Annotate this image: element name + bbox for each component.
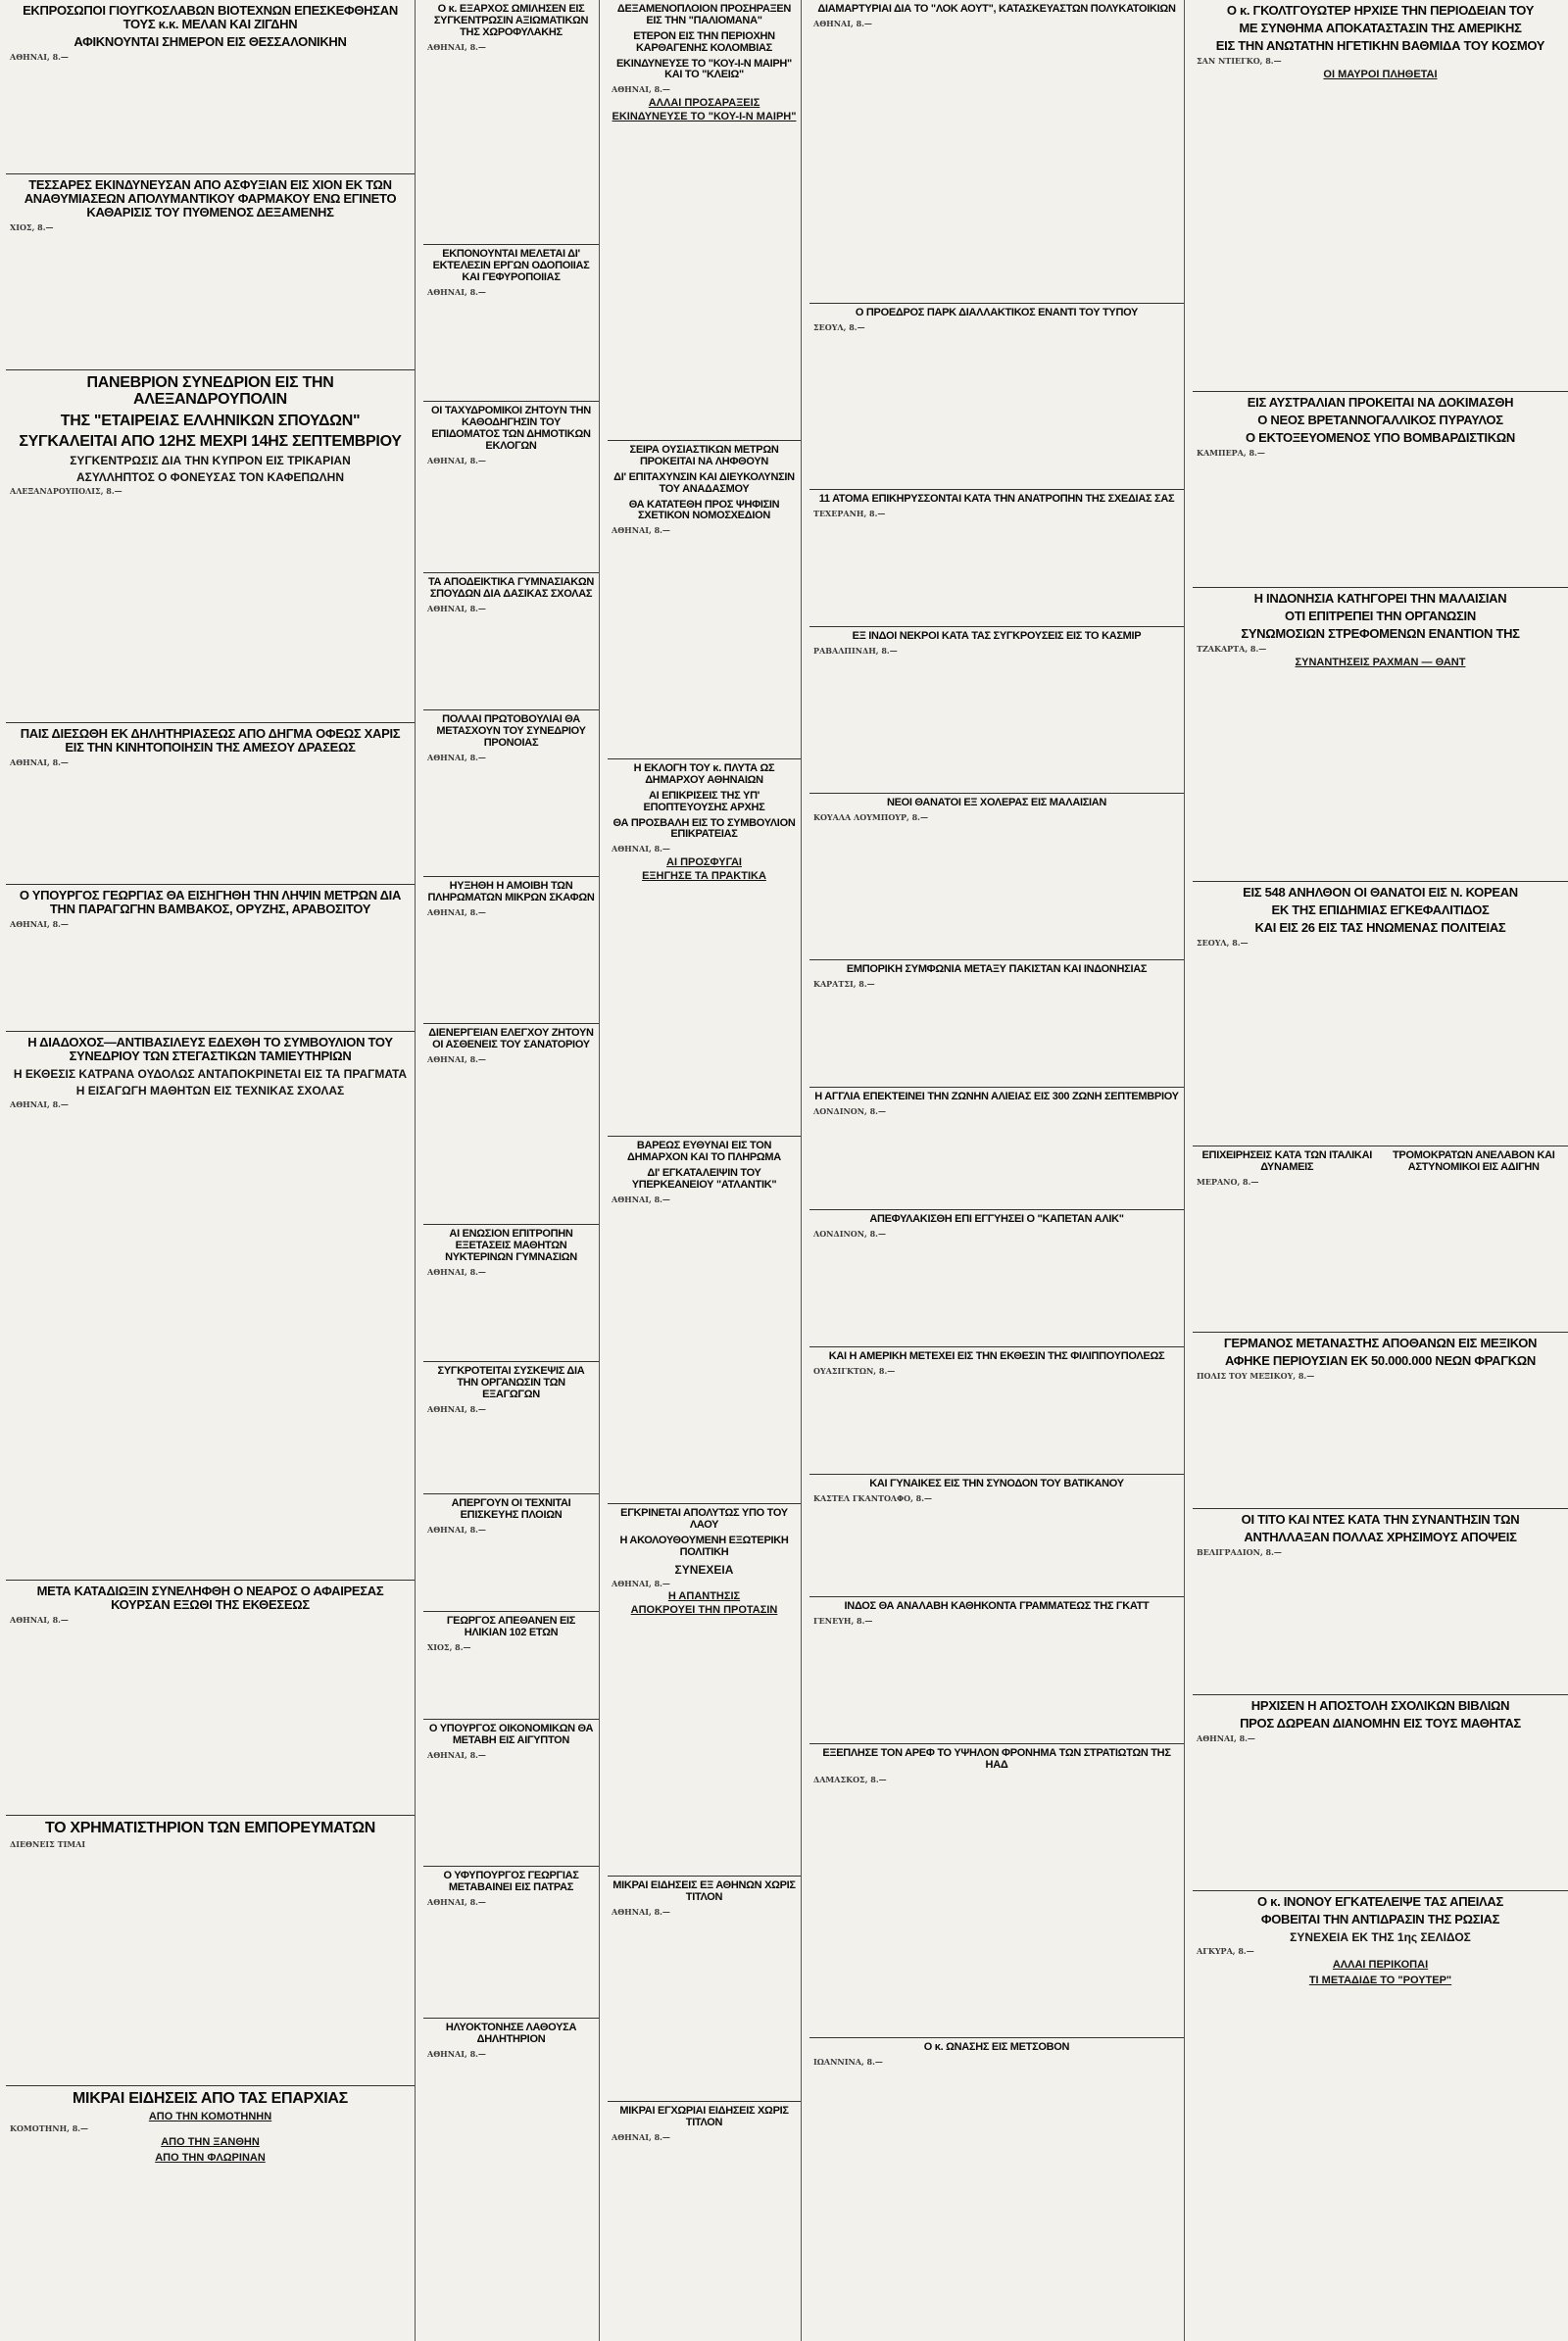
dateline: ΚΑΣΤΕΛ ΓΚΑΝΤΟΛΦΟ, 8.— (813, 1492, 932, 1503)
headline: Ο κ. ΓΚΟΛΤΓΟΥΩΤΕΡ ΗΡΧΙΣΕ ΤΗΝ ΠΕΡΙΟΔΕΙΑΝ ΤΟΥ (1226, 3, 1535, 18)
section-tag: Η ΑΠΑΝΤΗΣΙΣ (667, 1590, 741, 1603)
dateline: ΑΘΗΝΑΙ, 8.— (427, 752, 486, 762)
headline: ΕΠΙΧΕΙΡΗΣΕΙΣ ΚΑΤΑ ΤΩΝ ΙΤΑΛΙΚΑΙ ΔΥΝΑΜΕΙΣ (1201, 1149, 1372, 1173)
article-chios-asphyxia (6, 174, 415, 370)
dateline: ΑΘΗΝΑΙ, 8.— (10, 52, 69, 63)
dateline: ΣΕΟΥΛ, 8.— (813, 321, 865, 332)
article-text (427, 2050, 595, 2060)
dateline: ΑΘΗΝΑΙ, 8.— (427, 455, 486, 465)
article-small-craft-crews (423, 877, 599, 1024)
dateline: ΑΘΗΝΑΙ, 8.— (1197, 1733, 1255, 1744)
headline: ΕΚΠΡΟΣΩΠΟΙ ΓΙΟΥΓΚΟΣΛΑΒΩΝ ΒΙΟΤΕΧΝΩΝ ΕΠΕΣΚΕΦΘΗΣΑΝ ΤΟΥΣ κ.κ. ΜΕΛΑΝ ΚΑΙ ΖΙΓΔΗΝ (23, 3, 398, 32)
article-text (1197, 57, 1564, 67)
subheadline: ΣΥΓΚΕΝΤΡΩΣΙΣ ΔΙΑ ΤΗΝ ΚΥΠΡΟΝ ΕΙΣ ΤΡΙΚΑΡΙΑΝ (70, 454, 351, 468)
dateline: ΑΘΗΝΑΙ, 8.— (427, 1403, 486, 1414)
headline: ΑΦΙΚΝΟΥΝΤΑΙ ΣΗΜΕΡΟΝ ΕΙΣ ΘΕΣΣΑΛΟΝΙΚΗΝ (74, 34, 347, 50)
article-text (427, 457, 595, 466)
dateline: ΔΙΕΘΝΕΙΣ ΤΙΜΑΙ (10, 1839, 86, 1850)
dateline: ΑΘΗΝΑΙ, 8.— (427, 1749, 486, 1760)
section-tag: ΑΠΟ ΤΗΝ ΞΑΝΘΗΝ (161, 2136, 260, 2149)
column-5 (1193, 0, 1568, 2341)
dateline: ΤΖΑΚΑΡΤΑ, 8.— (1197, 644, 1267, 655)
dateline: ΑΘΗΝΑΙ, 8.— (427, 1896, 486, 1907)
section-tag: ΕΚΙΝΔΥΝΕΥΣΕ ΤΟ "ΚΟΥ-Ι-Ν ΜΑΙΡΗ" (612, 111, 797, 122)
article-text (612, 845, 797, 854)
dateline: ΡΑΒΑΛΠΙΝΔΗ, 8.— (813, 645, 898, 656)
dateline: ΑΘΗΝΑΙ, 8.— (612, 84, 670, 95)
dateline: ΑΘΗΝΑΙ, 8.— (612, 525, 670, 536)
article-text (427, 605, 595, 614)
dateline: ΣΑΝ ΝΤΙΕΓΚΟ, 8.— (1197, 56, 1282, 67)
article-text (813, 980, 1180, 990)
article-lockout-protests (809, 0, 1184, 304)
dateline: ΑΘΗΝΑΙ, 8.— (427, 1524, 486, 1535)
article-exarchos-speech (423, 0, 599, 245)
headline: Ο ΝΕΟΣ ΒΡΕΤΑΝΝΟΓΑΛΛΙΚΟΣ ΠΥΡΑΥΛΟΣ (1257, 413, 1503, 428)
section-tag: ΑΛΛΑΙ ΠΕΡΙΚΟΠΑΙ (1332, 1958, 1429, 1971)
article-foreign-policy (608, 1504, 801, 1877)
headline: ΕΙΣ ΤΗΝ ΑΝΩΤΑΤΗΝ ΗΓΕΤΙΚΗΝ ΒΑΘΜΙΔΑ ΤΟΥ ΚΟΣΜΟΥ (1215, 38, 1545, 54)
article-night-schools (423, 1225, 599, 1362)
article-text (427, 1405, 595, 1415)
article-farmer-102 (423, 1612, 599, 1720)
article-korea-encephalitis (1193, 882, 1568, 1146)
article-finance-minister-egypt (423, 1720, 599, 1867)
article-cotton-rice-maize (6, 885, 415, 1032)
article-text (1197, 1178, 1564, 1188)
headline: ΔΙ' ΕΠΙΤΑΧΥΝΣΙΝ ΚΑΙ ΔΙΕΥΚΟΛΥΝΣΙΝ ΤΟΥ ΑΝΑΔΑΣΜΟΥ (613, 470, 795, 495)
article-text (1197, 1372, 1564, 1382)
dateline: ΑΘΗΝΑΙ, 8.— (427, 1053, 486, 1064)
dateline: ΚΑΜΠΕΡΑ, 8.— (1197, 448, 1265, 459)
headline: ΜΕΤΑ ΚΑΤΑΔΙΩΞΙΝ ΣΥΝΕΛΗΦΘΗ Ο ΝΕΑΡΟΣ Ο ΑΦΑΙΡΕΣΑΣ ΚΟΥΡΣΑΝ ΕΞΩΘΙ ΤΗΣ ΕΚΘΕΣΕΩΣ (36, 1584, 384, 1613)
headline: Ο ΥΦΥΠΟΥΡΓΟΣ ΓΕΩΡΓΙΑΣ ΜΕΤΑΒΑΙΝΕΙ ΕΙΣ ΠΑΤΡΑΣ (443, 1870, 579, 1893)
headline: ΑΙ ΕΝΩΣΙΟΝ ΕΠΙΤΡΟΠΗΝ ΕΞΕΤΑΣΕΙΣ ΜΑΘΗΤΩΝ ΝΥΚΤΕΡΙΝΩΝ ΓΥΜΝΑΣΙΩΝ (445, 1228, 577, 1263)
article-ship-repair-strike (423, 1494, 599, 1612)
headline: Ο ΥΠΟΥΡΓΟΣ ΓΕΩΡΓΙΑΣ ΘΑ ΕΙΣΗΓΗΘΗ ΤΗΝ ΛΗΨΙΝ ΜΕΤΡΩΝ ΔΙΑ ΤΗΝ ΠΑΡΑΓΩΓΗΝ ΒΑΜΒΑΚΟΣ, ΟΡΥΖΗΣ, ΑΡΑΒΟΣΙΤΟΥ (19, 888, 402, 917)
headline: ΗΛΥΟΚΤΟΝΗΣΕ ΛΑΘΟΥΣΑ ΔΗΛΗΤΗΡΙΟΝ (445, 2022, 577, 2045)
headline: Η ΙΝΔΟΝΗΣΙΑ ΚΑΤΗΓΟΡΕΙ ΤΗΝ ΜΑΛΑΙΣΙΑΝ (1253, 591, 1507, 606)
article-exports-meeting (423, 1362, 599, 1494)
column-1 (6, 0, 416, 2341)
article-yugoslav-craftsmen (6, 0, 415, 174)
article-text (813, 813, 1180, 823)
dateline: ΑΘΗΝΑΙ, 8.— (427, 41, 486, 52)
dateline: ΓΕΝΕΥΗ, 8.— (813, 1615, 873, 1626)
headline: ΗΥΞΗΘΗ Η ΑΜΟΙΒΗ ΤΩΝ ΠΛΗΡΩΜΑΤΩΝ ΜΙΚΡΩΝ ΣΚΑΦΩΝ (427, 880, 595, 903)
article-german-emigrant (1193, 1333, 1568, 1509)
article-text (612, 1195, 797, 1205)
dateline: ΑΘΗΝΑΙ, 8.— (10, 1615, 69, 1626)
dateline: ΑΘΗΝΑΙ, 8.— (612, 2131, 670, 2142)
article-text (813, 20, 1180, 29)
headline: Ο κ. ΙΝΟΝΟΥ ΕΓΚΑΤΕΛΕΙΨΕ ΤΑΣ ΑΠΕΙΛΑΣ (1257, 1894, 1503, 1909)
article-alexandroupolis-congress (6, 370, 415, 723)
article-purse-snatcher (6, 1581, 415, 1816)
headline: 11 ΑΤΟΜΑ ΕΠΙΚΗΡΥΣΣΟΝΤΑΙ ΚΑΤΑ ΤΗΝ ΑΝΑΤΡΟΠΗΝ ΤΗΣ ΣΧΕΔΙΑΣ ΣΑΣ (818, 493, 1175, 505)
headline: ΗΡΧΙΣΕΝ Η ΑΠΟΣΤΟΛΗ ΣΧΟΛΙΚΩΝ ΒΙΒΛΙΩΝ (1250, 1698, 1510, 1713)
article-athens-briefs (608, 1877, 801, 2102)
headline: ΟΙ ΤΙΤΟ ΚΑΙ ΝΤΕΣ ΚΑΤΑ ΤΗΝ ΣΥΝΑΝΤΗΣΙΝ ΤΩΝ (1241, 1512, 1520, 1527)
headline: ΚΑΙ ΓΥΝΑΙΚΕΣ ΕΙΣ ΤΗΝ ΣΥΝΟΔΟΝ ΤΟΥ ΒΑΤΙΚΑΝΟΥ (869, 1478, 1124, 1489)
headline: ΔΙΕΝΕΡΓΕΙΑΝ ΕΛΕΓΧΟΥ ΖΗΤΟΥΝ ΟΙ ΑΣΘΕΝΕΙΣ ΤΟΥ ΣΑΝΑΤΟΡΙΟΥ (428, 1027, 594, 1050)
article-inonu-threats (1193, 1891, 1568, 2341)
dateline: ΤΕΧΕΡΑΝΗ, 8.— (813, 508, 886, 518)
article-poison (423, 2019, 599, 2126)
article-11-persons (809, 490, 1184, 627)
section-tag: ΑΙ ΠΡΟΣΦΥΓΑΙ (666, 856, 742, 868)
headline: ΤΑ ΑΠΟΔΕΙΚΤΙΚΑ ΓΥΜΝΑΣΙΑΚΩΝ ΣΠΟΥΔΩΝ ΔΙΑ ΔΑΣΙΚΑΣ ΣΧΟΛΑΣ (427, 576, 595, 600)
article-forestry-schools (423, 573, 599, 710)
headline: ΕΙΣ 548 ΑΝΗΛΘΟΝ ΟΙ ΘΑΝΑΤΟΙ ΕΙΣ Ν. ΚΟΡΕΑΝ (1243, 885, 1518, 900)
headline: ΕΤΕΡΟΝ ΕΙΣ ΤΗΝ ΠΕΡΙΟΧΗΝ ΚΑΡΘΑΓΕΝΗΣ ΚΟΛΟΜΒΙΑΣ (633, 29, 775, 54)
section-tag: ΑΠΟΚΡΟΥΕΙ ΤΗΝ ΠΡΟΤΑΣΙΝ (630, 1604, 778, 1617)
article-gatt-secretary (809, 1597, 1184, 1744)
headline: ΚΑΙ Η ΑΜΕΡΙΚΗ ΜΕΤΕΧΕΙ ΕΙΣ ΤΗΝ ΕΚΘΕΣΙΝ ΤΗΣ ΦΙΛΙΠΠΟΥΠΟΛΕΩΣ (828, 1350, 1165, 1362)
headline: ΣΥΝΩΜΟΣΙΩΝ ΣΤΡΕΦΟΜΕΝΩΝ ΕΝΑΝΤΙΟΝ ΤΗΣ (1241, 626, 1520, 642)
article-italy-terrorists (1193, 1146, 1568, 1333)
article-aref-morale (809, 1744, 1184, 2038)
article-tito-deez (1193, 1509, 1568, 1695)
article-text (10, 53, 411, 63)
subheadline: Η ΕΙΣΑΓΩΓΗ ΜΑΘΗΤΩΝ ΕΙΣ ΤΕΧΝΙΚΑΣ ΣΧΟΛΑΣ (75, 1084, 345, 1098)
headline: ΠΟΛΛΑΙ ΠΡΩΤΟΒΟΥΛΙΑΙ ΘΑ ΜΕΤΑΣΧΟΥΝ ΤΟΥ ΣΥΝΕΔΡΙΟΥ ΠΡΟΝΟΙΑΣ (436, 713, 586, 749)
dateline: ΚΟΜΟΤΗΝΗ, 8.— (10, 2123, 89, 2134)
article-text (10, 1840, 411, 1850)
article-text (1197, 939, 1564, 949)
dateline: ΙΩΑΝΝΙΝΑ, 8.— (813, 2056, 883, 2067)
headline: ΑΠΕΡΓΟΥΝ ΟΙ ΤΕΧΝΙΤΑΙ ΕΠΙΣΚΕΥΗΣ ΠΛΟΙΩΝ (451, 1497, 571, 1521)
article-crown-princess-council (6, 1032, 415, 1581)
headline: ΦΟΒΕΙΤΑΙ ΤΗΝ ΑΝΤΙΔΡΑΣΙΝ ΤΗΣ ΡΩΣΙΑΣ (1260, 1912, 1500, 1927)
article-postal-workers (423, 402, 599, 573)
headline: ΝΕΟΙ ΘΑΝΑΤΟΙ ΕΞ ΧΟΛΕΡΑΣ ΕΙΣ ΜΑΛΑΙΣΙΑΝ (886, 797, 1107, 808)
article-text (813, 1617, 1180, 1627)
dateline: ΠΟΛΙΣ ΤΟΥ ΜΕΞΙΚΟΥ, 8.— (1197, 1371, 1315, 1382)
headline: ΕΜΠΟΡΙΚΗ ΣΥΜΦΩΝΙΑ ΜΕΤΑΞΥ ΠΑΚΙΣΤΑΝ ΚΑΙ ΙΝΔΟΝΗΣΙΑΣ (846, 963, 1148, 975)
article-australia-missile (1193, 392, 1568, 588)
section-tag: ΣΥΝΑΝΤΗΣΕΙΣ ΡΑΧΜΑΝ — ΘΑΝΤ (1295, 656, 1466, 668)
article-deputy-minister-patras (423, 1867, 599, 2019)
article-text (813, 1494, 1180, 1504)
article-commodity-exchange (6, 1816, 415, 2086)
article-text (813, 1367, 1180, 1377)
article-text (10, 920, 411, 930)
headline: ΔΙ' ΕΓΚΑΤΑΛΕΙΨΙΝ ΤΟΥ ΥΠΕΡΚΕΑΝΕΙΟΥ "ΑΤΛΑΝΤΙΚ" (631, 1166, 777, 1191)
dateline: ΑΓΚΥΡΑ, 8.— (1197, 1946, 1254, 1957)
dateline: ΑΘΗΝΑΙ, 8.— (427, 2048, 486, 2059)
subheadline: ΣΥΝΕΧΕΙΑ ΕΚ ΤΗΣ 1ης ΣΕΛΙΔΟΣ (1290, 1930, 1471, 1945)
column-4 (809, 0, 1185, 2341)
article-text (427, 1526, 595, 1536)
headline: Η ΑΓΓΛΙΑ ΕΠΕΚΤΕΙΝΕΙ ΤΗΝ ΖΩΝΗΝ ΑΛΙΕΙΑΣ ΕΙΣ 300 ΖΩΝΗ ΣΕΠΤΕΜΒΡΙΟΥ (814, 1091, 1179, 1102)
article-text (427, 1268, 595, 1278)
article-text (1197, 645, 1564, 655)
article-text (612, 526, 797, 536)
article-text (1197, 1548, 1564, 1558)
dateline: ΣΕΟΥΛ, 8.— (1197, 938, 1249, 949)
article-text (10, 1100, 411, 1110)
article-text (813, 323, 1180, 333)
article-snakebite-child (6, 723, 415, 885)
headline: ΕΚΠΟΝΟΥΝΤΑΙ ΜΕΛΕΤΑΙ ΔΙ' ΕΚΤΕΛΕΣΙΝ ΕΡΓΩΝ ΟΔΟΠΟΙΙΑΣ ΚΑΙ ΓΕΦΥΡΟΠΟΙΙΑΣ (432, 248, 590, 283)
headline: ΚΑΙ ΕΙΣ 26 ΕΙΣ ΤΑΣ ΗΝΩΜΕΝΑΣ ΠΟΛΙΤΕΙΑΣ (1254, 920, 1506, 936)
article-onassis-metsovo (809, 2038, 1184, 2136)
headline: ΤΟ ΧΡΗΜΑΤΙΣΤΗΡΙΟΝ ΤΩΝ ΕΜΠΟΡΕΥΜΑΤΩΝ (44, 1820, 376, 1836)
article-women-vatican (809, 1475, 1184, 1597)
dateline: ΑΘΗΝΑΙ, 8.— (813, 18, 872, 28)
article-text (813, 1107, 1180, 1117)
article-indonesia-malaysia (1193, 588, 1568, 882)
headline-row (1197, 1150, 1564, 1178)
dateline: ΑΘΗΝΑΙ, 8.— (10, 919, 69, 930)
article-text (427, 1055, 595, 1065)
article-text (10, 487, 411, 497)
headline: ΙΝΔΟΣ ΘΑ ΑΝΑΛΑΒΗ ΚΑΘΗΚΟΝΤΑ ΓΡΑΜΜΑΤΕΩΣ ΤΗΣ ΓΚΑΤΤ (844, 1600, 1150, 1612)
article-kashmir (809, 627, 1184, 794)
article-trade-pakistan-indonesia (809, 960, 1184, 1088)
article-text (612, 2133, 797, 2143)
article-text (10, 223, 411, 233)
headline: ΜΕ ΣΥΝΘΗΜΑ ΑΠΟΚΑΤΑΣΤΑΣΙΝ ΤΗΣ ΑΜΕΡΙΚΗΣ (1239, 21, 1522, 36)
dateline: ΑΘΗΝΑΙ, 8.— (612, 1578, 670, 1588)
headline: ΤΗΣ "ΕΤΑΙΡΕΙΑΣ ΕΛΛΗΝΙΚΩΝ ΣΠΟΥΔΩΝ" (60, 412, 361, 429)
headline: ΣΥΓΚΡΟΤΕΙΤΑΙ ΣΥΣΚΕΨΙΣ ΔΙΑ ΤΗΝ ΟΡΓΑΝΩΣΙΝ ΤΩΝ ΕΞΑΓΩΓΩΝ (437, 1365, 585, 1400)
article-america-plovdiv (809, 1347, 1184, 1475)
headline: ΣΕΙΡΑ ΟΥΣΙΑΣΤΙΚΩΝ ΜΕΤΡΩΝ ΠΡΟΚΕΙΤΑΙ ΝΑ ΛΗΦΘΟΥΝ (629, 444, 779, 467)
headline: ΕΞΕΠΛΗΣΕ ΤΟΝ ΑΡΕΦ ΤΟ ΥΨΗΛΟΝ ΦΡΟΝΗΜΑ ΤΩΝ ΣΤΡΑΤΙΩΤΩΝ ΤΗΣ ΗΑΔ (822, 1747, 1171, 1771)
headline: Ο κ. ΕΞΑΡΧΟΣ ΩΜΙΛΗΣΕΝ ΕΙΣ ΣΥΓΚΕΝΤΡΩΣΙΝ ΑΞΙΩΜΑΤΙΚΩΝ ΤΗΣ ΧΩΡΟΦΥΛΑΚΗΣ (433, 3, 589, 38)
dateline: ΧΙΟΣ, 8.— (427, 1641, 471, 1652)
article-text (612, 85, 797, 95)
headline: Η ΔΙΑΔΟΧΟΣ—ΑΝΤΙΒΑΣΙΛΕΥΣ ΕΔΕΧΘΗ ΤΟ ΣΥΜΒΟΥΛΙΟΝ ΤΟΥ ΣΥΝΕΔΡΙΟΥ ΤΩΝ ΣΤΕΓΑΣΤΙΚΩΝ ΤΑΜΙΕΥΤΗΡΙΩΝ (27, 1035, 393, 1064)
headline: ΣΥΓΚΑΛΕΙΤΑΙ ΑΠΟ 12ΗΣ ΜΕΧΡΙ 14ΗΣ ΣΕΠΤΕΜΒΡΙΟΥ (19, 432, 402, 450)
headline: ΑΦΗΚΕ ΠΕΡΙΟΥΣΙΑΝ ΕΚ 50.000.000 ΝΕΩΝ ΦΡΑΓΚΩΝ (1224, 1353, 1537, 1369)
headline: ΜΙΚΡΑΙ ΕΓΧΩΡΙΑΙ ΕΙΔΗΣΕΙΣ ΧΩΡΙΣ ΤΙΤΛΟΝ (619, 2105, 789, 2128)
article-road-studies (423, 245, 599, 402)
headline: ΘΑ ΚΑΤΑΤΕΘΗ ΠΡΟΣ ΨΗΦΙΣΙΝ ΣΧΕΤΙΚΟΝ ΝΟΜΟΣΧΕΔΙΟΝ (628, 498, 780, 522)
article-atlantic-liner (608, 1137, 801, 1504)
dateline: ΔΑΜΑΣΚΟΣ, 8.— (813, 1774, 887, 1784)
section-tag: ΑΠΟ ΤΗΝ ΦΛΩΡΙΝΑΝ (155, 2152, 266, 2165)
article-land-consolidation (608, 441, 801, 759)
section-tag: ΕΞΗΓΗΣΕ ΤΑ ΠΡΑΚΤΙΚΑ (642, 870, 766, 882)
article-text (427, 908, 595, 918)
article-text (10, 1616, 411, 1626)
article-text (813, 1776, 1180, 1785)
dateline: ΑΘΗΝΑΙ, 8.— (427, 603, 486, 613)
headline: ΕΚ ΤΗΣ ΕΠΙΔΗΜΙΑΣ ΕΓΚΕΦΑΛΙΤΙΔΟΣ (1271, 902, 1490, 918)
dateline: ΚΑΡΑΤΣΙ, 8.— (813, 978, 875, 989)
article-text (427, 43, 595, 53)
headline: ΕΚΙΝΔΥΝΕΥΣΕ ΤΟ "ΚΟΥ-Ι-Ν ΜΑΙΡΗ" ΚΑΙ ΤΟ "ΚΛΕΙΩ" (616, 57, 792, 81)
article-text (427, 754, 595, 763)
article-goldwater-tour (1193, 0, 1568, 392)
section-tag: ΟΙ ΜΑΥΡΟΙ ΠΛΗΘΕΤΑΙ (1323, 68, 1438, 80)
article-fishing-zone (809, 1088, 1184, 1210)
dateline: ΑΘΗΝΑΙ, 8.— (612, 1906, 670, 1917)
dateline: ΜΕΡΑΝΟ, 8.— (1197, 1176, 1259, 1187)
dateline: ΑΘΗΝΑΙ, 8.— (10, 1099, 69, 1110)
article-domestic-briefs (608, 2102, 801, 2337)
dateline: ΒΕΛΙΓΡΑΔΙΟΝ, 8.— (1197, 1547, 1282, 1558)
headline: ΑΝΤΗΛΛΑΞΑΝ ΠΟΛΛΑΣ ΧΡΗΣΙΜΟΥΣ ΑΠΟΨΕΙΣ (1244, 1530, 1517, 1545)
dateline: ΑΘΗΝΑΙ, 8.— (10, 757, 69, 768)
section-tag: ΤΙ ΜΕΤΑΔΙΔΕ ΤΟ "ΡΟΥΤΕΡ" (1308, 1974, 1452, 1986)
headline: Ο ΕΚΤΟΞΕΥΟΜΕΝΟΣ ΥΠΟ ΒΟΜΒΑΡΔΙΣΤΙΚΩΝ (1245, 430, 1515, 446)
headline: ΕΓΚΡΙΝΕΤΑΙ ΑΠΟΛΥΤΩΣ ΥΠΟ ΤΟΥ ΛΑΟΥ (620, 1507, 788, 1531)
article-tanker-aground (608, 0, 801, 441)
article-captain-alik (809, 1210, 1184, 1347)
article-park-press (809, 304, 1184, 490)
article-provinces-news (6, 2086, 415, 2341)
dateline: ΧΙΟΣ, 8.— (10, 222, 54, 233)
headline: ΤΕΣΣΑΡΕΣ ΕΚΙΝΔΥΝΕΥΣΑΝ ΑΠΟ ΑΣΦΥΞΙΑΝ ΕΙΣ ΧΙΟΝ ΕΚ ΤΩΝ ΑΝΑΘΥΜΙΑΣΕΩΝ ΑΠΟΛΥΜΑΝΤΙΚΟΥ ΦΑΡΜΑΚΟΥ ΕΝΩ ΕΓΙΝΕΤΟ ΚΑΘΑΡΙΣΙΣ ΤΟΥ ΠΥΘΜΕΝΟΣ ΔΕΞΑΜΕΝΗΣ (24, 177, 397, 220)
headline: ΑΠΕΦΥΛΑΚΙΣΘΗ ΕΠΙ ΕΓΓΥΗΣΕΙ Ο "ΚΑΠΕΤΑΝ ΑΛΙΚ" (869, 1213, 1124, 1225)
headline: ΕΙΣ ΑΥΣΤΡΑΛΙΑΝ ΠΡΟΚΕΙΤΑΙ ΝΑ ΔΟΚΙΜΑΣΘΗ (1247, 395, 1514, 410)
headline: ΘΑ ΠΡΟΣΒΑΛΗ ΕΙΣ ΤΟ ΣΥΜΒΟΥΛΙΟΝ ΕΠΙΚΡΑΤΕΙΑΣ (612, 816, 796, 841)
article-text (427, 1643, 595, 1653)
subheadline: ΣΥΝΕΧΕΙΑ (674, 1562, 734, 1577)
article-cholera-malaysia (809, 794, 1184, 960)
column-3 (608, 0, 802, 2341)
dateline: ΟΥΑΣΙΓΚΤΩΝ, 8.— (813, 1365, 896, 1376)
section-tag: ΑΛΛΑΙ ΠΡΟΣΑΡΑΞΕΙΣ (648, 97, 760, 109)
dateline: ΛΟΝΔΙΝΟΝ, 8.— (813, 1105, 886, 1116)
article-text (10, 758, 411, 768)
dateline: ΑΘΗΝΑΙ, 8.— (427, 906, 486, 917)
headline: ΤΡΟΜΟΚΡΑΤΩΝ ΑΝΕΛΑΒΟΝ ΚΑΙ ΑΣΤΥΝΟΜΙΚΟΙ ΕΙΣ ΑΔΙΓΗΝ (1392, 1149, 1555, 1173)
article-text (10, 2124, 411, 2134)
headline: Η ΕΚΛΟΓΗ ΤΟΥ κ. ΠΛΥΤΑ ΩΣ ΔΗΜΑΡΧΟΥ ΑΘΗΝΑΙΩΝ (633, 762, 775, 786)
article-text (1197, 1734, 1564, 1744)
dateline: ΑΘΗΝΑΙ, 8.— (612, 1194, 670, 1204)
headline: ΓΕΩΡΓΟΣ ΑΠΕΘΑΝΕΝ ΕΙΣ ΗΛΙΚΙΑΝ 102 ΕΤΩΝ (446, 1615, 576, 1638)
article-text (1197, 1947, 1564, 1957)
article-text (427, 288, 595, 298)
column-2 (423, 0, 600, 2341)
headline: ΔΙΑΜΑΡΤΥΡΙΑΙ ΔΙΑ ΤΟ "ΛΟΚ ΑΟΥΤ", ΚΑΤΑΣΚΕΥΑΣΤΩΝ ΠΟΛΥΚΑΤΟΙΚΙΩΝ (817, 3, 1176, 15)
headline: ΓΕΡΜΑΝΟΣ ΜΕΤΑΝΑΣΤΗΣ ΑΠΟΘΑΝΩΝ ΕΙΣ ΜΕΞΙΚΟΝ (1223, 1336, 1538, 1350)
headline: ΠΡΟΣ ΔΩΡΕΑΝ ΔΙΑΝΟΜΗΝ ΕΙΣ ΤΟΥΣ ΜΑΘΗΤΑΣ (1240, 1716, 1521, 1731)
dateline: ΚΟΥΑΛΑ ΛΟΥΜΠΟΥΡ, 8.— (813, 811, 928, 822)
headline: ΠΑΝΕΒΡΙΟΝ ΣΥΝΕΔΡΙΟΝ ΕΙΣ ΤΗΝ ΑΛΕΞΑΝΔΡΟΥΠΟΛΙΝ (86, 374, 334, 409)
headline: Ο ΥΠΟΥΡΓΟΣ ΟΙΚΟΝΟΜΙΚΩΝ ΘΑ ΜΕΤΑΒΗ ΕΙΣ ΑΙΓΥΠΤΟΝ (428, 1723, 594, 1746)
article-text (427, 1898, 595, 1908)
article-plytas-mayor (608, 759, 801, 1137)
article-text (813, 2058, 1180, 2068)
article-text (813, 510, 1180, 519)
headline: ΔΕΞΑΜΕΝΟΠΛΟΙΟΝ ΠΡΟΣΗΡΑΞΕΝ ΕΙΣ ΤΗΝ "ΠΑΛΙΟΜΑΝΑ" (616, 3, 792, 26)
subheadline: Η ΕΚΘΕΣΙΣ ΚΑΤΡΑΝΑ ΟΥΔΟΛΩΣ ΑΝΤΑΠΟΚΡΙΝΕΤΑΙ ΕΙΣ ΤΑ ΠΡΑΓΜΑΤΑ (13, 1067, 408, 1082)
headline: ΜΙΚΡΑΙ ΕΙΔΗΣΕΙΣ ΑΠΟ ΤΑΣ ΕΠΑΡΧΙΑΣ (73, 2090, 348, 2107)
section-tag: ΑΠΟ ΤΗΝ ΚΟΜΟΤΗΝΗΝ (148, 2111, 272, 2123)
headline: ΒΑΡΕΩΣ ΕΥΘΥΝΑΙ ΕΙΣ ΤΟΝ ΔΗΜΑΡΧΟΝ ΚΑΙ ΤΟ ΠΛΗΡΩΜΑ (627, 1140, 781, 1163)
article-sanatorium-patients (423, 1024, 599, 1225)
dateline: ΑΘΗΝΑΙ, 8.— (427, 1266, 486, 1277)
headline: ΠΑΙΣ ΔΙΕΣΩΘΗ ΕΚ ΔΗΛΗΤΗΡΙΑΣΕΩΣ ΑΠΟ ΔΗΓΜΑ ΟΦΕΩΣ ΧΑΡΙΣ ΕΙΣ ΤΗΝ ΚΙΝΗΤΟΠΟΙΗΣΙΝ ΤΗΣ ΑΜΕΣΟΥ ΔΡΑΣΕΩΣ (20, 726, 401, 756)
article-text (1197, 449, 1564, 459)
dateline: ΛΟΝΔΙΝΟΝ, 8.— (813, 1228, 886, 1239)
dateline: ΑΘΗΝΑΙ, 8.— (427, 286, 486, 297)
headline: ΜΙΚΡΑΙ ΕΙΔΗΣΕΙΣ ΕΞ ΑΘΗΝΩΝ ΧΩΡΙΣ ΤΙΤΛΟΝ (612, 1879, 796, 1903)
headline: ΟΤΙ ΕΠΙΤΡΕΠΕΙ ΤΗΝ ΟΡΓΑΝΩΣΙΝ (1285, 609, 1476, 624)
article-text (813, 647, 1180, 657)
headline: ΟΙ ΤΑΧΥΔΡΟΜΙΚΟΙ ΖΗΤΟΥΝ ΤΗΝ ΚΑΘΟΔΗΓΗΣΙΝ ΤΟΥ ΕΠΙΔΟΜΑΤΟΣ ΤΩΝ ΔΗΜΟΤΙΚΩΝ ΕΚΛΟΓΩΝ (431, 405, 591, 452)
headline: Η ΑΚΟΛΟΥΘΟΥΜΕΝΗ ΕΞΩΤΕΡΙΚΗ ΠΟΛΙΤΙΚΗ (619, 1534, 789, 1558)
article-text (612, 1580, 797, 1589)
headline: Ο ΠΡΟΕΔΡΟΣ ΠΑΡΚ ΔΙΑΛΛΑΚΤΙΚΟΣ ΕΝΑΝΤΙ ΤΟΥ ΤΥΠΟΥ (855, 307, 1139, 318)
article-text (612, 1908, 797, 1918)
dateline: ΑΛΕΞΑΝΔΡΟΥΠΟΛΙΣ, 8.— (10, 486, 122, 497)
article-text (427, 1751, 595, 1761)
article-welfare-congress (423, 710, 599, 877)
subheadline: ΑΣΥΛΛΗΠΤΟΣ Ο ΦΟΝΕΥΣΑΣ ΤΟΝ ΚΑΦΕΠΩΛΗΝ (76, 470, 344, 485)
headline: ΑΙ ΕΠΙΚΡΙΣΕΙΣ ΤΗΣ ΥΠ' ΕΠΟΠΤΕΥΟΥΣΗΣ ΑΡΧΗΣ (643, 789, 765, 813)
headline: Ο κ. ΩΝΑΣΗΣ ΕΙΣ ΜΕΤΣΟΒΟΝ (923, 2041, 1070, 2053)
article-text (813, 1230, 1180, 1240)
article-school-books (1193, 1695, 1568, 1891)
headline: ΕΞ ΙΝΔΟΙ ΝΕΚΡΟΙ ΚΑΤΑ ΤΑΣ ΣΥΓΚΡΟΥΣΕΙΣ ΕΙΣ ΤΟ ΚΑΣΜΙΡ (852, 630, 1142, 642)
dateline: ΑΘΗΝΑΙ, 8.— (612, 844, 670, 854)
